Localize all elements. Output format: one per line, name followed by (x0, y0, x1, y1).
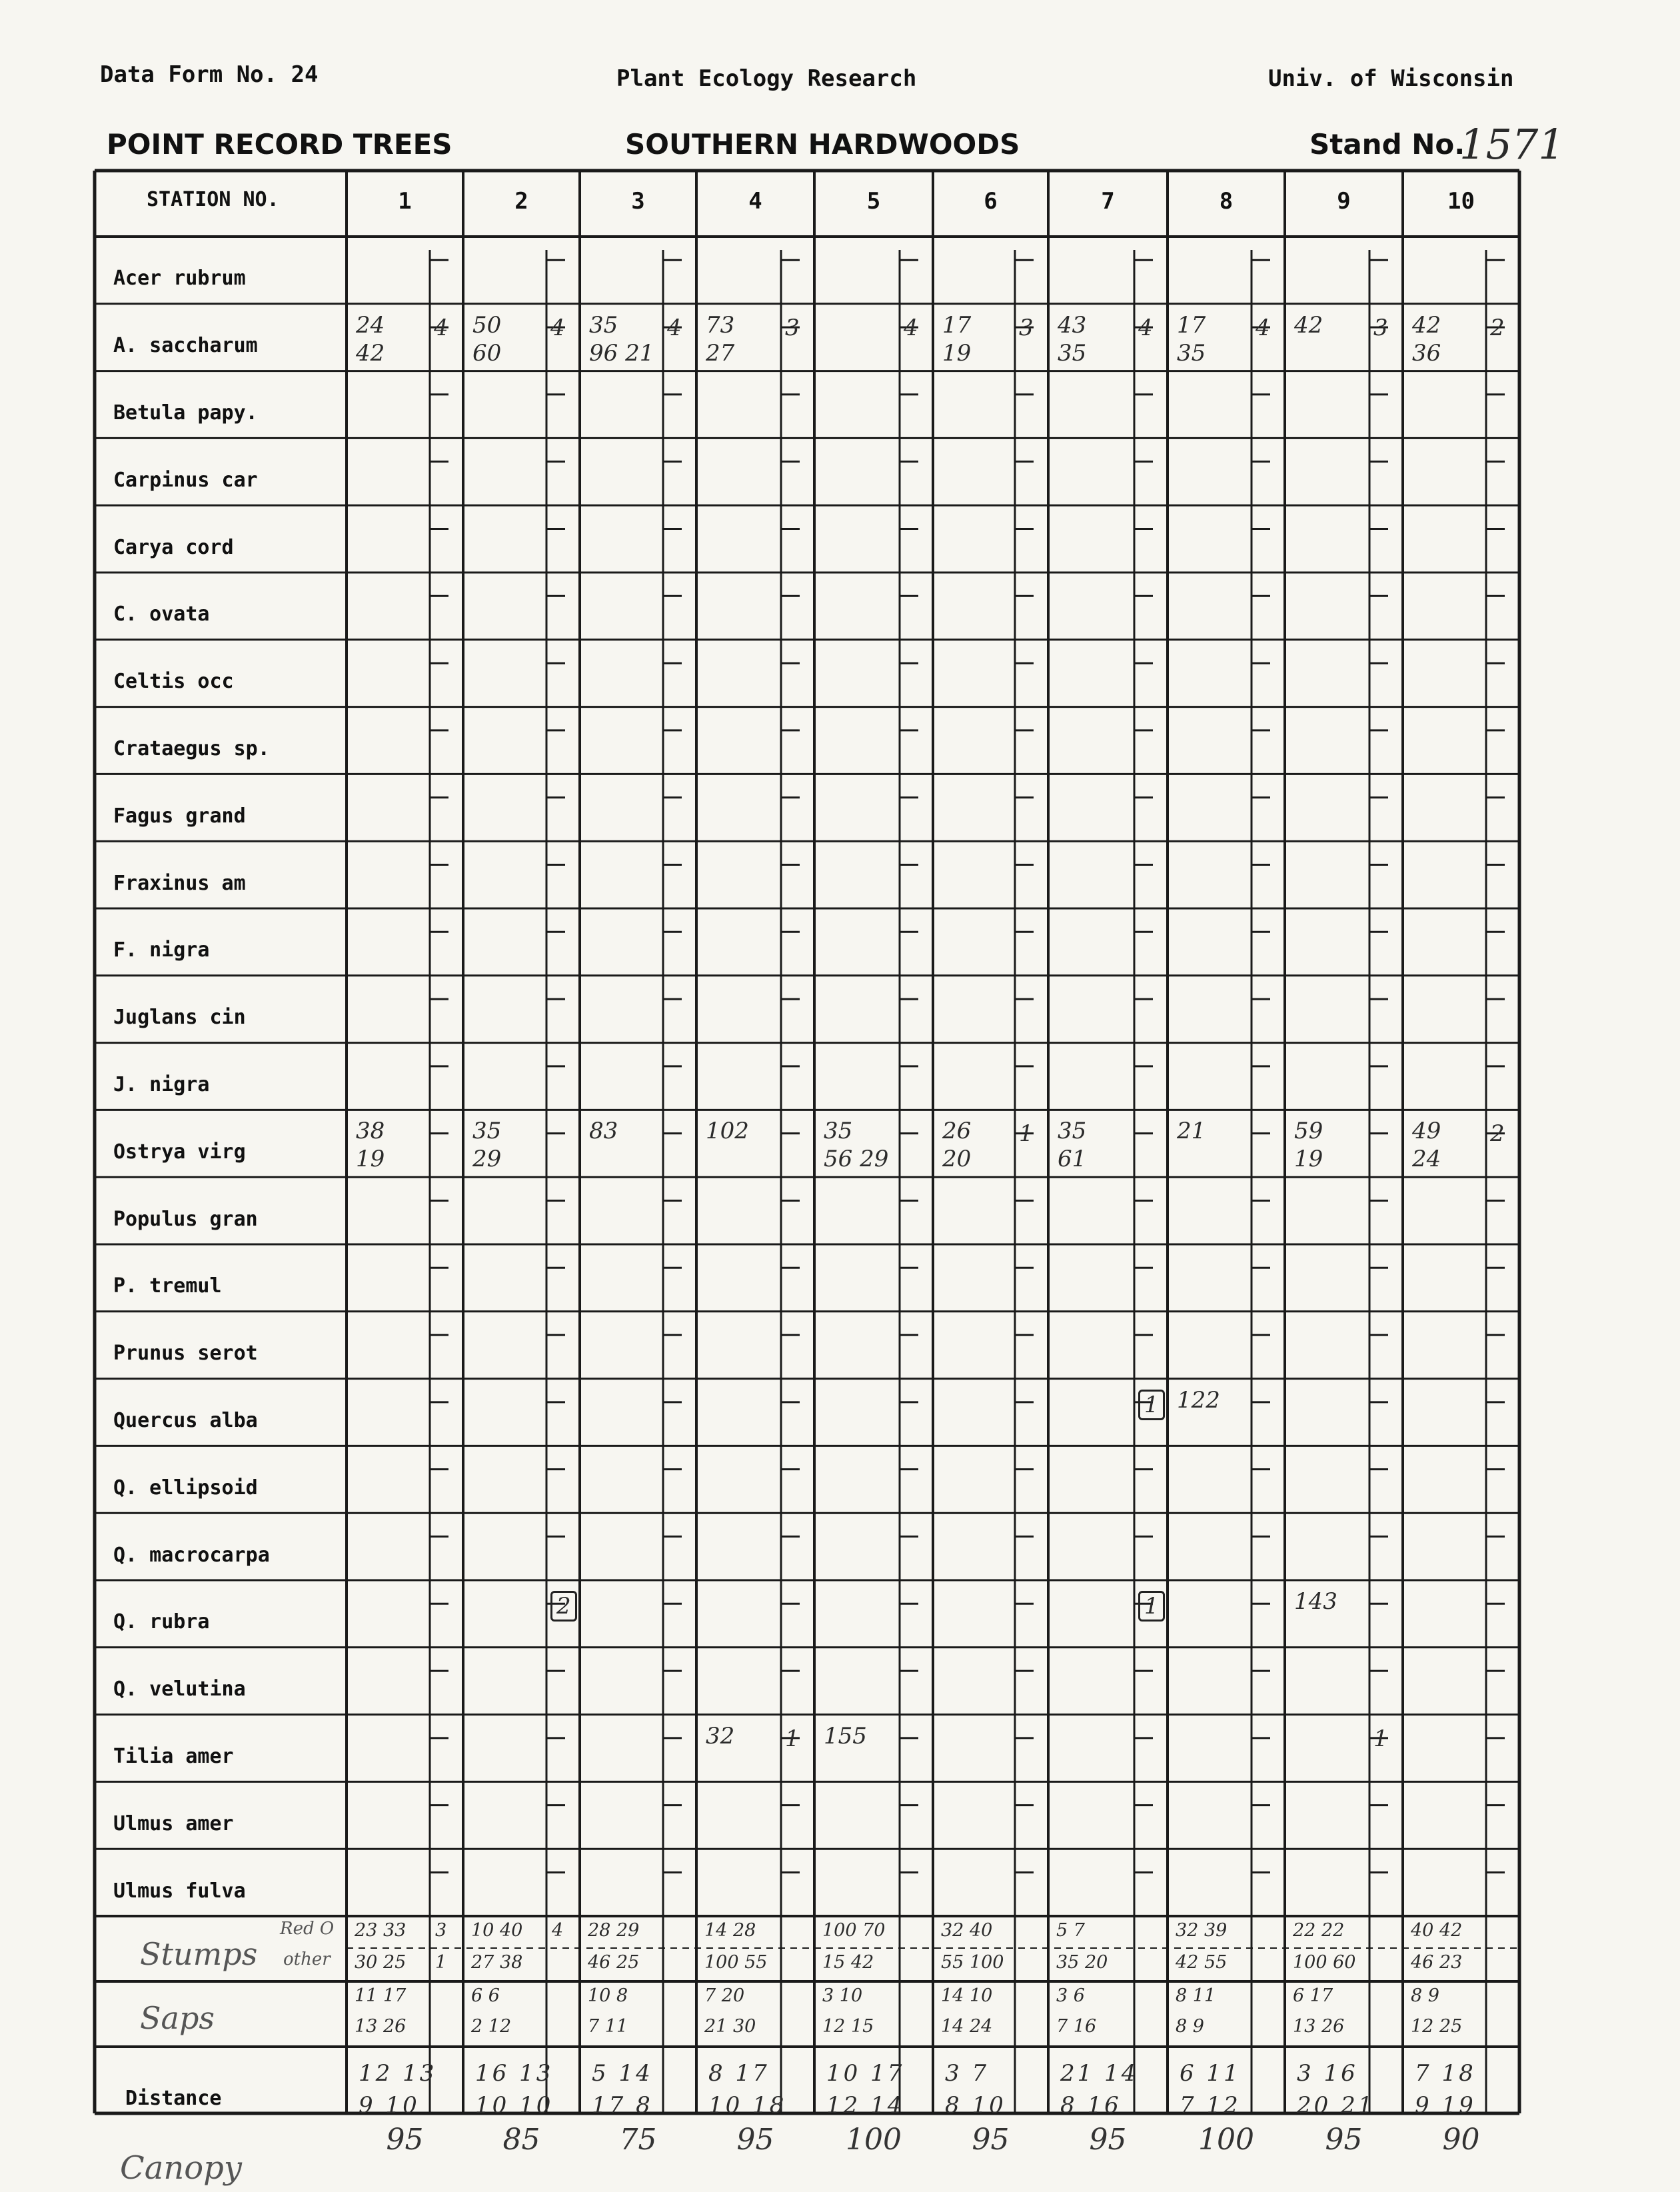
sapling-value: 14 24 (941, 2016, 993, 2037)
tree-distance-value: 61 (1058, 1146, 1087, 1173)
community-type: SOUTHERN HARDWOODS (625, 128, 1020, 161)
species-label: A. saccharum (113, 334, 258, 358)
stump-other-value: 46 23 (1411, 1952, 1463, 1973)
species-label: Populus gran (113, 1207, 258, 1231)
stump-other-value: 15 42 (822, 1952, 874, 1973)
station-number-9: 9 (1337, 188, 1351, 215)
distance-value: 21 14 (1060, 2060, 1139, 2087)
sapling-value: 10 8 (588, 1985, 628, 2006)
species-label: Juglans cin (113, 1006, 246, 1030)
canopy-value: 95 (386, 2123, 424, 2157)
tree-distance-value: 73 (706, 311, 735, 339)
stump-red-oak-value: 14 28 (704, 1920, 756, 1941)
stump-red-oak-value: 22 22 (1293, 1920, 1345, 1941)
canopy-value: 100 (1198, 2123, 1254, 2157)
tree-distance-value: 35 (1177, 339, 1206, 367)
distance-value: 12 13 (359, 2060, 437, 2087)
distance-value: 7 18 (1415, 2060, 1476, 2087)
tree-distance-value: 102 (706, 1118, 749, 1145)
tree-distance-value: 17 (1177, 311, 1206, 339)
tree-count-value: 1 (1019, 1120, 1034, 1148)
station-number-10: 10 (1447, 188, 1475, 215)
record-type: POINT RECORD TREES (107, 128, 452, 161)
distance-value: 10 17 (826, 2060, 905, 2087)
sapling-value: 21 30 (704, 2016, 756, 2037)
species-label: Ulmus amer (113, 1811, 234, 1835)
tree-distance-value: 35 (824, 1118, 853, 1145)
tree-count-value: 4 (904, 314, 918, 341)
stump-red-oak-value: 23 33 (355, 1920, 407, 1941)
tree-distance-value: 21 (1177, 1118, 1206, 1145)
tree-distance-value: 35 (472, 1118, 502, 1145)
species-label: Fagus grand (113, 804, 246, 828)
stump-red-oak-value: 32 40 (941, 1920, 993, 1941)
canopy-value: 95 (736, 2123, 774, 2157)
tree-distance-value: 143 (1294, 1588, 1337, 1615)
sapling-value: 11 17 (355, 1985, 407, 2006)
distance-value: 8 10 (945, 2092, 1006, 2119)
species-label: J. nigra (113, 1072, 210, 1096)
species-label: Betula papy. (113, 401, 258, 425)
sapling-value: 12 15 (822, 2016, 874, 2037)
distance-value: 8 16 (1060, 2092, 1122, 2119)
sapling-value: 12 25 (1411, 2016, 1463, 2037)
tree-count-value: 1 (785, 1725, 800, 1752)
tree-distance-value: 19 (942, 339, 972, 367)
tree-distance-value: 17 (942, 311, 972, 339)
stump-other-value: 55 100 (941, 1952, 1004, 1973)
station-number-8: 8 (1219, 188, 1234, 215)
tree-distance-value: 36 (1412, 339, 1441, 367)
form-number: Data Form No. 24 (100, 61, 319, 88)
tree-distance-value: 50 (472, 311, 502, 339)
stand-number: 1571 (1459, 120, 1565, 169)
canopy-value: 85 (502, 2123, 540, 2157)
distance-value: 3 16 (1297, 2060, 1358, 2087)
tree-count-value: 4 (667, 314, 682, 341)
sapling-value: 14 10 (941, 1985, 993, 2006)
stump-red-oak-value: 10 40 (471, 1920, 523, 1941)
tree-distance-value: 42 (1412, 311, 1441, 339)
species-label: Prunus serot (113, 1342, 258, 1366)
tree-count-value: 1 (1138, 1390, 1165, 1420)
species-label: Acer rubrum (113, 267, 246, 291)
tree-distance-value: 122 (1177, 1386, 1220, 1414)
station-number-3: 3 (631, 188, 645, 215)
tree-distance-value: 26 (942, 1118, 972, 1145)
sapling-value: 8 9 (1411, 1985, 1439, 2006)
station-number-4: 4 (748, 188, 762, 215)
species-label: Carya cord (113, 535, 234, 559)
canopy-value: 75 (619, 2123, 657, 2157)
tree-count-value: 2 (550, 1591, 577, 1622)
tree-distance-value: 42 (356, 339, 385, 367)
species-label: Q. rubra (113, 1610, 210, 1634)
tree-count-value: 4 (1138, 314, 1153, 341)
tree-distance-value: 32 (706, 1722, 735, 1749)
species-label: F. nigra (113, 938, 210, 962)
tree-count-value: 2 (1490, 314, 1505, 341)
stump-other-value: 46 25 (588, 1952, 640, 1973)
canopy-value: 95 (1325, 2123, 1363, 2157)
canopy-value: 100 (846, 2123, 902, 2157)
tree-distance-value: 96 21 (589, 339, 654, 367)
tree-distance-value: 35 (1058, 1118, 1087, 1145)
station-number-5: 5 (866, 188, 881, 215)
tree-distance-value: 42 (1294, 311, 1323, 339)
distance-value: 17 8 (592, 2092, 653, 2119)
station-number-7: 7 (1101, 188, 1115, 215)
stump-other-value: 100 60 (1293, 1952, 1356, 1973)
tree-count-value: 3 (1019, 314, 1034, 341)
stump-red-oak-value: 100 70 (822, 1920, 886, 1941)
species-label: Carpinus car (113, 468, 258, 492)
sapling-value: 7 20 (704, 1985, 745, 2006)
sapling-value: 2 12 (471, 2016, 512, 2037)
stump-red-oak-count: 4 (552, 1920, 564, 1941)
tree-distance-value: 24 (1412, 1146, 1441, 1173)
stand-label: Stand No. (1309, 128, 1465, 161)
sapling-value: 13 26 (1293, 2016, 1345, 2037)
distance-value: 8 17 (708, 2060, 770, 2087)
canopy-label: Canopy (120, 2149, 242, 2187)
species-label: Quercus alba (113, 1408, 258, 1432)
distance-label: Distance (125, 2087, 222, 2110)
tree-count-value: 1 (1373, 1725, 1388, 1752)
species-label: Q. velutina (113, 1677, 246, 1701)
sapling-value: 13 26 (355, 2016, 407, 2037)
stump-other-count: 1 (435, 1952, 447, 1973)
distance-value: 9 19 (1415, 2092, 1476, 2119)
sapling-value: 7 16 (1056, 2016, 1097, 2037)
canopy-value: 95 (1089, 2123, 1127, 2157)
tree-distance-value: 35 (589, 311, 618, 339)
species-label: Fraxinus am (113, 871, 246, 895)
distance-value: 10 10 (475, 2092, 554, 2119)
organization: Plant Ecology Research (616, 65, 917, 92)
tree-distance-value: 27 (706, 339, 735, 367)
tree-distance-value: 38 (356, 1118, 385, 1145)
stump-other-value: 27 38 (471, 1952, 523, 1973)
sapling-value: 6 17 (1293, 1985, 1333, 2006)
species-label: Q. ellipsoid (113, 1476, 258, 1500)
species-label: Tilia amer (113, 1744, 234, 1768)
sapling-value: 3 10 (822, 1985, 863, 2006)
species-label: Ulmus fulva (113, 1879, 246, 1903)
species-label: Crataegus sp. (113, 736, 270, 760)
species-label: Q. macrocarpa (113, 1543, 270, 1567)
station-number-6: 6 (984, 188, 998, 215)
species-label: C. ovata (113, 602, 210, 626)
tree-distance-value: 19 (356, 1146, 385, 1173)
tree-count-value: 1 (1138, 1591, 1165, 1622)
tree-distance-value: 29 (472, 1146, 502, 1173)
stump-red-oak-value: 40 42 (1411, 1920, 1463, 1941)
stump-other-value: 35 20 (1056, 1952, 1108, 1973)
species-label: P. tremul (113, 1274, 222, 1298)
sapling-value: 8 9 (1176, 2016, 1204, 2037)
tree-distance-value: 19 (1294, 1146, 1323, 1173)
tree-distance-value: 35 (1058, 339, 1087, 367)
tree-distance-value: 24 (356, 311, 385, 339)
tree-distance-value: 43 (1058, 311, 1087, 339)
tree-count-value: 2 (1490, 1120, 1505, 1148)
stump-red-oak-count: 3 (435, 1920, 447, 1941)
species-label: Ostrya virg (113, 1140, 246, 1164)
distance-value: 20 21 (1297, 2092, 1375, 2119)
saps-label: Saps (140, 2000, 215, 2036)
distance-value: 12 14 (826, 2092, 905, 2119)
distance-value: 16 13 (475, 2060, 554, 2087)
tree-count-value: 4 (550, 314, 565, 341)
station-number-2: 2 (514, 188, 528, 215)
stump-red-oak-value: 5 7 (1056, 1920, 1085, 1941)
species-label: Celtis occ (113, 670, 234, 694)
station-header: STATION NO. (147, 188, 279, 211)
tree-distance-value: 56 29 (824, 1146, 889, 1173)
red-oak-label: Red O (280, 1919, 335, 1939)
tree-count-value: 4 (1256, 314, 1270, 341)
stump-other-value: 100 55 (704, 1952, 768, 1973)
tree-distance-value: 49 (1412, 1118, 1441, 1145)
distance-value: 9 10 (359, 2092, 420, 2119)
sapling-value: 6 6 (471, 1985, 500, 2006)
distance-value: 5 14 (592, 2060, 653, 2087)
canopy-value: 90 (1442, 2123, 1480, 2157)
sapling-value: 3 6 (1056, 1985, 1085, 2006)
canopy-value: 95 (972, 2123, 1010, 2157)
stump-other-value: 42 55 (1176, 1952, 1228, 1973)
distance-value: 6 11 (1180, 2060, 1241, 2087)
distance-value: 3 7 (945, 2060, 990, 2087)
tree-count-value: 3 (785, 314, 800, 341)
stump-red-oak-value: 32 39 (1176, 1920, 1228, 1941)
tree-distance-value: 60 (472, 339, 502, 367)
tree-distance-value: 83 (589, 1118, 618, 1145)
sapling-value: 7 11 (588, 2016, 628, 2037)
stump-other-value: 30 25 (355, 1952, 407, 1973)
distance-value: 7 12 (1180, 2092, 1241, 2119)
stumps-label: Stumps (140, 1936, 258, 1972)
sapling-value: 8 11 (1176, 1985, 1216, 2006)
stump-red-oak-value: 28 29 (588, 1920, 640, 1941)
tree-distance-value: 20 (942, 1146, 972, 1173)
tree-count-value: 4 (434, 314, 448, 341)
tree-count-value: 3 (1373, 314, 1388, 341)
other-label: other (283, 1949, 331, 1969)
university: Univ. of Wisconsin (1268, 65, 1514, 92)
station-number-1: 1 (398, 188, 412, 215)
distance-value: 10 18 (708, 2092, 787, 2119)
tree-distance-value: 155 (824, 1722, 867, 1749)
tree-distance-value: 59 (1294, 1118, 1323, 1145)
